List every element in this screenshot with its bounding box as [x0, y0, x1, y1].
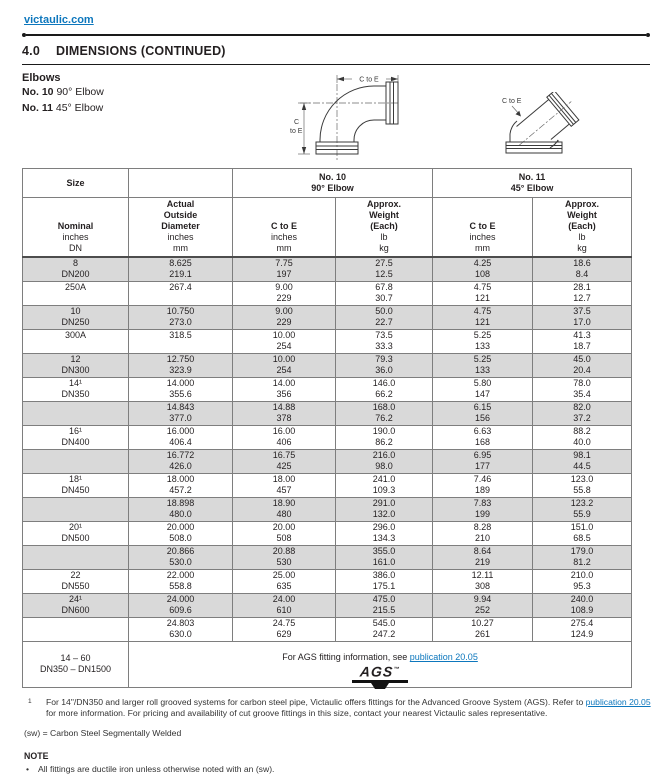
section-number: 4.0	[22, 44, 40, 58]
dim-label-left-toe: to E	[290, 128, 303, 135]
table-row	[23, 425, 632, 449]
table-cell: 14.88 378	[233, 401, 336, 425]
publication-link[interactable]: publication 20.05	[409, 652, 478, 663]
table-cell: 275.4 124.9	[533, 617, 632, 641]
section-heading	[22, 44, 650, 65]
trademark-symbol: ™	[393, 666, 401, 673]
intro-block	[22, 72, 650, 164]
table-cell	[23, 617, 129, 641]
table-cell	[23, 497, 129, 521]
table-cell: 18.00 457	[233, 473, 336, 497]
table-cell: 7.75 197	[233, 257, 336, 282]
table-cell: 6.15 156	[433, 401, 533, 425]
table-cell: 14.000 355.6	[129, 377, 233, 401]
table-cell: 12 DN300	[23, 353, 129, 377]
table-cell: 20.000 508.0	[129, 521, 233, 545]
table-cell: 24.00 610	[233, 593, 336, 617]
table-cell: 20.00 508	[233, 521, 336, 545]
ags-logo-mark	[352, 680, 408, 690]
table-cell: 545.0 247.2	[336, 617, 433, 641]
table-cell: 45.0 20.4	[533, 353, 632, 377]
table-cell: 5.80 147	[433, 377, 533, 401]
table-cell: 146.0 66.2	[336, 377, 433, 401]
table-cell: 179.0 81.2	[533, 545, 632, 569]
footnote-text-2: for more information. For pricing and availability of cut groove fittings in this size, contact your nearest Victaulic sales representative.	[46, 708, 548, 718]
table-cell: 475.0 215.5	[336, 593, 433, 617]
site-link[interactable]: victaulic.com	[24, 14, 94, 26]
table-cell: 4.25 108	[433, 257, 533, 282]
table-cell: 18.000 457.2	[129, 473, 233, 497]
table-row	[23, 257, 632, 282]
table-cell: 241.0 109.3	[336, 473, 433, 497]
table-cell: 5.25 133	[433, 353, 533, 377]
elbow-90-diagram	[290, 74, 430, 162]
product-no10-number: No. 10	[22, 86, 54, 98]
ags-info-cell	[129, 641, 632, 687]
table-cell: 6.63 168	[433, 425, 533, 449]
table-cell: 318.5	[129, 329, 233, 353]
table-cell: 10 DN250	[23, 305, 129, 329]
table-cell: 24.803 630.0	[129, 617, 233, 641]
header-rule	[22, 33, 650, 37]
note-bullet-text: All fittings are ductile iron unless otherwise noted with an (sw).	[38, 763, 275, 774]
table-row	[23, 569, 632, 593]
table-cell: 73.5 33.3	[336, 329, 433, 353]
table-cell: 291.0 132.0	[336, 497, 433, 521]
rule-line	[26, 34, 646, 37]
table-cell: 12.750 323.9	[129, 353, 233, 377]
table-cell	[23, 545, 129, 569]
table-cell: 10.27 261	[433, 617, 533, 641]
table-cell: 355.0 161.0	[336, 545, 433, 569]
table-cell: 98.1 44.5	[533, 449, 632, 473]
table-cell: 20¹ DN500	[23, 521, 129, 545]
header-nominal: Nominal inches DN	[23, 198, 129, 257]
table-cell: 300A	[23, 329, 129, 353]
header-od: Actual Outside Diameter inches mm	[129, 198, 233, 257]
table-cell: 12.11 308	[433, 569, 533, 593]
note-bullet	[22, 764, 649, 774]
dim-label-top: C to E	[359, 76, 379, 84]
table-row	[23, 617, 632, 641]
table-cell: 14¹ DN350	[23, 377, 129, 401]
table-cell: 7.46 189	[433, 473, 533, 497]
header-empty	[129, 169, 233, 198]
table-cell: 10.00 254	[233, 353, 336, 377]
table-cell: 8.625 219.1	[129, 257, 233, 282]
table-cell: 240.0 108.9	[533, 593, 632, 617]
table-cell: 7.83 199	[433, 497, 533, 521]
dim-label-left-c: C	[294, 119, 300, 126]
table-cell: 8.28 210	[433, 521, 533, 545]
header-group-no10: No. 10 90° Elbow	[233, 169, 433, 198]
ags-logo	[352, 663, 408, 680]
sw-note: (sw) = Carbon Steel Segmentally Welded	[24, 727, 182, 738]
table-cell: 41.3 18.7	[533, 329, 632, 353]
table-cell: 267.4	[129, 281, 233, 305]
table-row	[23, 593, 632, 617]
table-cell: 16¹ DN400	[23, 425, 129, 449]
table-row	[23, 449, 632, 473]
table-cell: 67.8 30.7	[336, 281, 433, 305]
table-row	[23, 521, 632, 545]
table-cell: 123.0 55.8	[533, 473, 632, 497]
table-cell: 27.5 12.5	[336, 257, 433, 282]
footnote-1	[22, 697, 654, 720]
table-header	[23, 169, 632, 257]
table-cell: 78.0 35.4	[533, 377, 632, 401]
table-cell: 18.90 480	[233, 497, 336, 521]
table-cell: 9.00 229	[233, 281, 336, 305]
product-no10-desc: 90° Elbow	[56, 86, 104, 98]
table-cell: 18.898 480.0	[129, 497, 233, 521]
header-no10-weight: Approx. Weight (Each) lb kg	[336, 198, 433, 257]
header-size: Size	[23, 169, 129, 198]
table-cell: 8 DN200	[23, 257, 129, 282]
table-cell: 4.75 121	[433, 281, 533, 305]
table-cell: 16.00 406	[233, 425, 336, 449]
table-cell: 190.0 86.2	[336, 425, 433, 449]
table-cell: 16.772 426.0	[129, 449, 233, 473]
table-cell: 88.2 40.0	[533, 425, 632, 449]
table-row	[23, 281, 632, 305]
table-cell: 216.0 98.0	[336, 449, 433, 473]
note-heading: NOTE	[24, 750, 49, 761]
table-cell: 168.0 76.2	[336, 401, 433, 425]
elbow-45-diagram	[484, 92, 609, 156]
table-cell: 25.00 635	[233, 569, 336, 593]
table-cell: 79.3 36.0	[336, 353, 433, 377]
ags-info-text: For AGS fitting information, see publication 20.05	[282, 652, 478, 663]
header-group-no11: No. 11 45° Elbow	[433, 169, 632, 198]
table-cell: 18.6 8.4	[533, 257, 632, 282]
table-cell: 24.75 629	[233, 617, 336, 641]
footnote-publication-link[interactable]: publication 20.05	[585, 696, 651, 707]
table-cell: 10.00 254	[233, 329, 336, 353]
table-cell: 37.5 17.0	[533, 305, 632, 329]
ags-logo-text: AGS™	[359, 663, 401, 680]
table-cell: 386.0 175.1	[336, 569, 433, 593]
subsection-title: Elbows	[22, 72, 61, 84]
header-no11-ce: C to E inches mm	[433, 198, 533, 257]
table-cell: 151.0 68.5	[533, 521, 632, 545]
table-cell: 18¹ DN450	[23, 473, 129, 497]
table-cell: 24¹ DN600	[23, 593, 129, 617]
product-no11-number: No. 11	[22, 101, 53, 114]
header-no10-ce: C to E inches mm	[233, 198, 336, 257]
footnote-text-1: For 14"/DN350 and larger roll grooved systems for carbon steel pipe, Victaulic offers fittings for the Advanced Groove System (AGS). Refer to	[46, 696, 586, 707]
table-cell: 14.843 377.0	[129, 401, 233, 425]
table-cell: 22 DN550	[23, 569, 129, 593]
table-cell: 250A	[23, 281, 129, 305]
table-cell: 4.75 121	[433, 305, 533, 329]
dim-label-45: C to E	[502, 98, 522, 105]
table-cell: 10.750 273.0	[129, 305, 233, 329]
ags-size-cell: 14 – 60 DN350 – DN1500	[23, 641, 129, 687]
table-cell: 16.75 425	[233, 449, 336, 473]
table-cell: 9.94 252	[433, 593, 533, 617]
table-cell: 16.000 406.4	[129, 425, 233, 449]
table-cell: 296.0 134.3	[336, 521, 433, 545]
rule-dot-right	[646, 33, 650, 37]
table-row	[23, 305, 632, 329]
table-cell	[23, 449, 129, 473]
table-body	[23, 257, 632, 642]
table-cell: 6.95 177	[433, 449, 533, 473]
table-row	[23, 497, 632, 521]
table-cell: 14.00 356	[233, 377, 336, 401]
table-cell: 22.000 558.8	[129, 569, 233, 593]
table-ags-row	[23, 641, 632, 687]
table-cell: 20.88 530	[233, 545, 336, 569]
table-cell: 9.00 229	[233, 305, 336, 329]
table-row	[23, 377, 632, 401]
footnote-marker: 1	[28, 697, 32, 705]
table-cell: 5.25 133	[433, 329, 533, 353]
table-cell: 50.0 22.7	[336, 305, 433, 329]
table-cell: 20.866 530.0	[129, 545, 233, 569]
table-row	[23, 353, 632, 377]
dimensions-table	[22, 168, 632, 688]
header-no11-weight: Approx. Weight (Each) lb kg	[533, 198, 632, 257]
section-title: DIMENSIONS (CONTINUED)	[55, 44, 226, 58]
product-no11-desc: 45° Elbow	[55, 101, 104, 114]
table-row	[23, 545, 632, 569]
table-cell: 28.1 12.7	[533, 281, 632, 305]
table-row	[23, 329, 632, 353]
table-row	[23, 401, 632, 425]
table-cell: 24.000 609.6	[129, 593, 233, 617]
table-cell	[23, 401, 129, 425]
table-cell: 123.2 55.9	[533, 497, 632, 521]
table-cell: 210.0 95.3	[533, 569, 632, 593]
bullet-icon: •	[26, 763, 30, 774]
table-cell: 8.64 219	[433, 545, 533, 569]
table-row	[23, 473, 632, 497]
table-cell: 82.0 37.2	[533, 401, 632, 425]
